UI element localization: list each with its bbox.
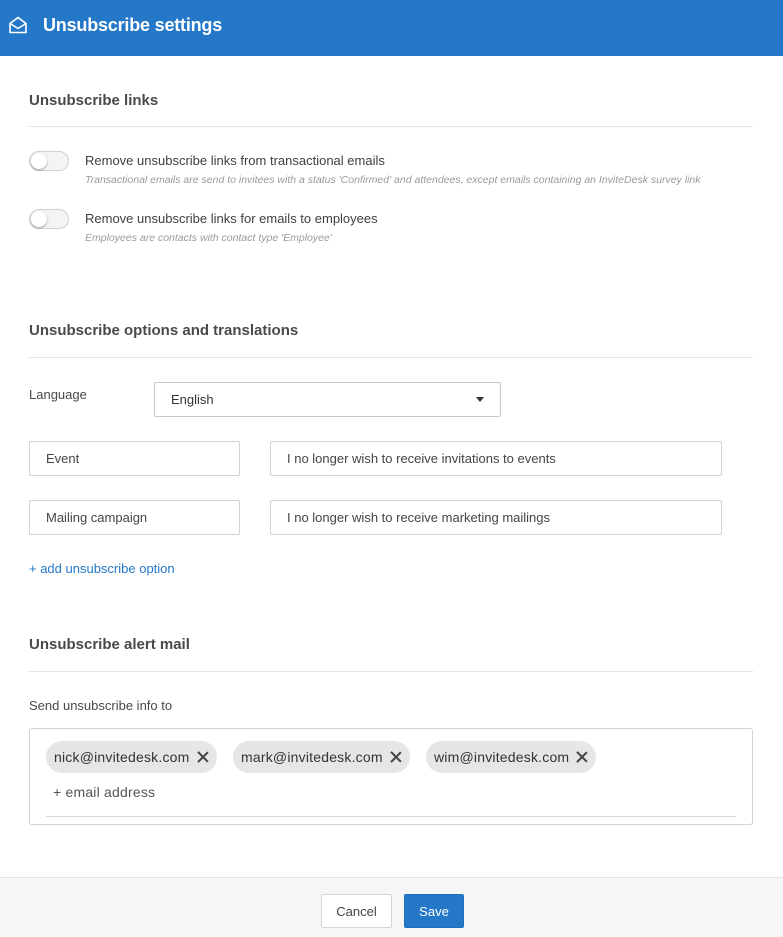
chevron-down-icon [476,397,484,402]
option-text-input-event[interactable]: I no longer wish to receive invitations to events [270,441,722,476]
toggle-description-employees: Employees are contacts with contact type 'Employee' [85,232,332,244]
input-underline [46,816,736,817]
email-chip [426,741,596,773]
section-title-alert-mail: Unsubscribe alert mail [29,636,190,653]
language-selected-value: English [171,392,214,407]
envelope-open-icon [8,15,28,35]
email-chip [233,741,410,773]
option-name-input-mailing-campaign[interactable]: Mailing campaign [29,500,240,535]
close-icon[interactable] [197,751,209,763]
toggle-knob [31,153,47,169]
email-chip-label: mark@invitedesk.com [241,749,383,765]
toggle-knob [31,211,47,227]
close-icon[interactable] [576,751,588,763]
close-icon[interactable] [390,751,402,763]
section-title-options: Unsubscribe options and translations [29,322,299,339]
toggle-description-transactional: Transactional emails are send to invitees with a status 'Confirmed' and attendees, except emails containing an InviteDesk survey link [85,174,701,186]
add-unsubscribe-option-link[interactable]: + add unsubscribe option [29,561,175,576]
email-chip [46,741,217,773]
save-button[interactable]: Save [404,894,464,928]
header-bar [0,0,783,56]
toggle-transactional-emails[interactable] [29,151,69,171]
add-email-input[interactable]: + email address [53,784,156,800]
divider [29,357,753,358]
page-title: Unsubscribe settings [43,15,223,35]
toggle-label-transactional: Remove unsubscribe links from transactional emails [85,153,385,168]
email-chip-label: wim@invitedesk.com [434,749,570,765]
email-recipients-field[interactable] [29,728,753,825]
send-info-label: Send unsubscribe info to [29,698,173,713]
language-select[interactable] [154,382,501,417]
toggle-employee-emails[interactable] [29,209,69,229]
section-title-unsubscribe-links: Unsubscribe links [29,92,159,109]
option-text-input-mailing-campaign[interactable]: I no longer wish to receive marketing mailings [270,500,722,535]
option-name-input-event[interactable]: Event [29,441,240,476]
cancel-button[interactable]: Cancel [321,894,392,928]
email-chip-label: nick@invitedesk.com [54,749,190,765]
divider [29,126,753,127]
toggle-label-employees: Remove unsubscribe links for emails to employees [85,211,378,226]
language-label: Language [29,387,87,402]
divider [29,671,753,672]
